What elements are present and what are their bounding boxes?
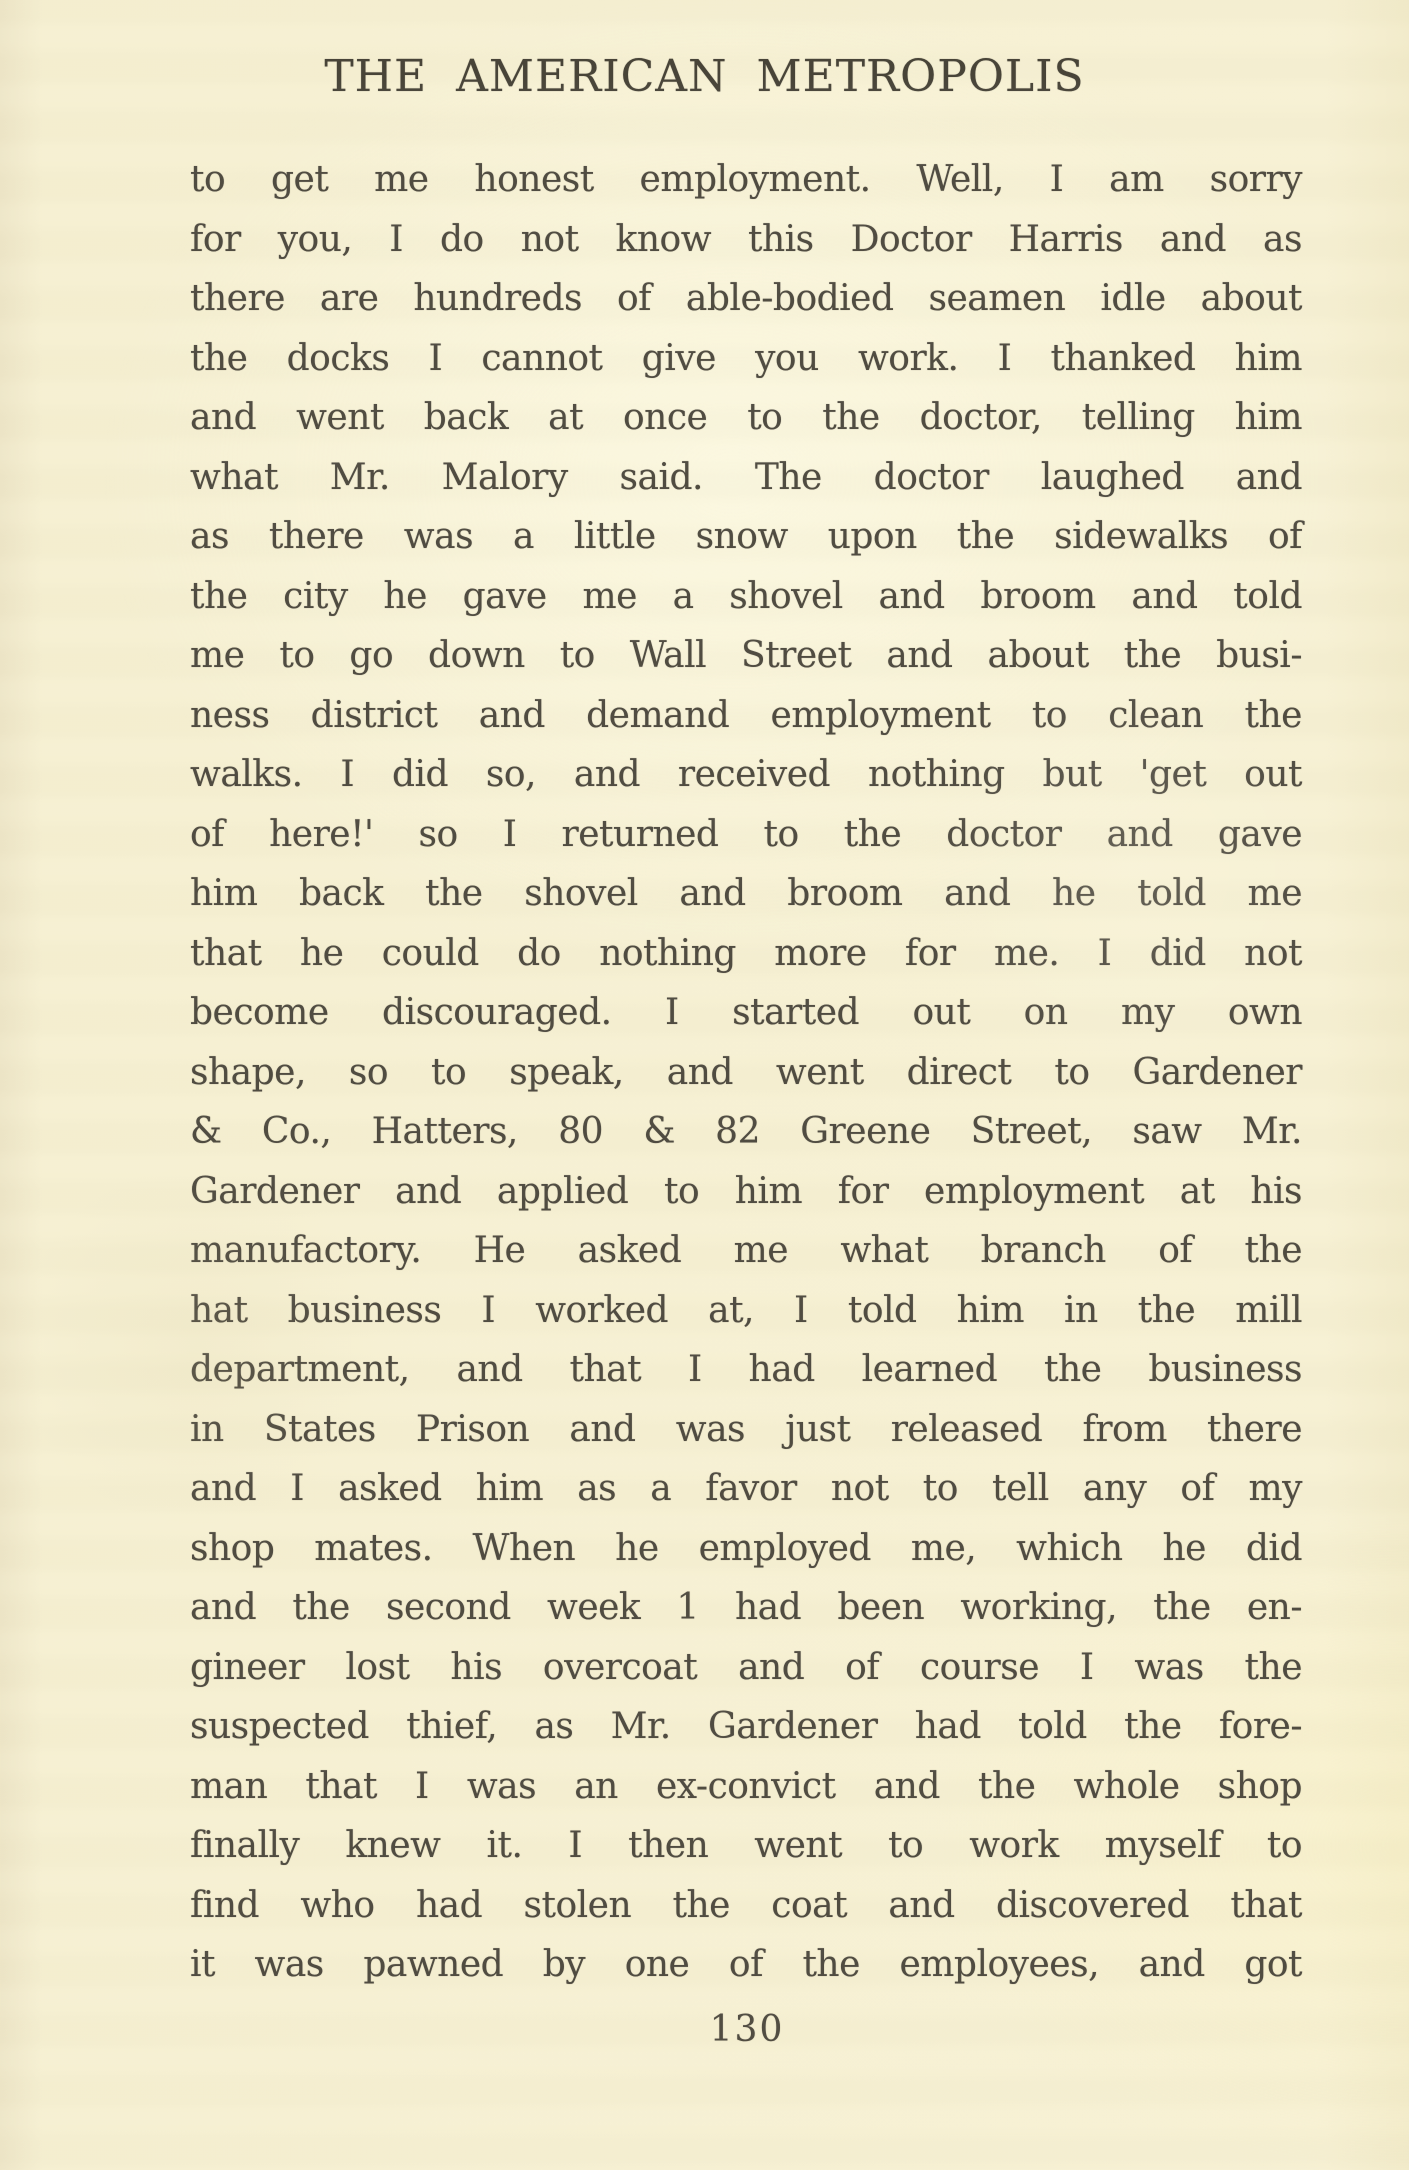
text-line: gineer lost his overcoat and of course I was the: [190, 1646, 1302, 1688]
text-line: shape, so to speak, and went direct to Gardener: [190, 1051, 1302, 1093]
text-line: and the second week 1 had been working, the en-: [190, 1587, 1302, 1628]
text-line: walks. I did so, and received nothing but 'get out: [190, 754, 1302, 795]
text-line: it was pawned by one of the employees, and got: [190, 1944, 1302, 1985]
text-line: man that I was an ex-convict and the whole shop: [190, 1765, 1302, 1807]
text-line: and I asked him as a favor not to tell any of my: [190, 1468, 1302, 1509]
text-line: of here!' so I returned to the doctor and gave: [190, 813, 1302, 855]
page-title: THE AMERICAN METROPOLIS: [324, 51, 1085, 102]
text-line: the city he gave me a shovel and broom and told: [190, 575, 1302, 617]
text-line: suspected thief, as Mr. Gardener had told the fore-: [190, 1706, 1302, 1747]
text-line: that he could do nothing more for me. I did not: [190, 932, 1302, 974]
text-line: shop mates. When he employed me, which he did: [190, 1527, 1302, 1569]
text-line: find who had stolen the coat and discovered that: [190, 1884, 1302, 1926]
text-line: for you, I do not know this Doctor Harris and as: [190, 218, 1302, 260]
text-line: manufactory. He asked me what branch of the: [190, 1230, 1302, 1271]
text-line: finally knew it. I then went to work myself to: [190, 1825, 1302, 1866]
text-line: what Mr. Malory said. The doctor laughed and: [190, 456, 1302, 498]
text-line: as there was a little snow upon the sidewalks of: [190, 516, 1302, 557]
text-line: there are hundreds of able-bodied seamen idle about: [190, 278, 1302, 319]
body-text: [190, 150, 1302, 1995]
text-line: department, and that I had learned the business: [190, 1349, 1302, 1390]
text-line: the docks I cannot give you work. I thanked him: [190, 337, 1302, 379]
page-number: 130: [709, 2009, 785, 2050]
text-line: become discouraged. I started out on my own: [190, 992, 1302, 1033]
text-line: me to go down to Wall Street and about the busi-: [190, 635, 1302, 676]
text-line: in States Prison and was just released from there: [190, 1408, 1302, 1450]
text-line: and went back at once to the doctor, telling him: [190, 397, 1302, 438]
text-line: to get me honest employment. Well, I am sorry: [190, 159, 1302, 200]
text-line: hat business I worked at, I told him in the mill: [190, 1289, 1302, 1331]
text-line: & Co., Hatters, 80 & 82 Greene Street, saw Mr.: [190, 1111, 1302, 1152]
text-line: ness district and demand employment to clean the: [190, 694, 1302, 736]
text-line: Gardener and applied to him for employment at his: [190, 1170, 1302, 1212]
text-line: him back the shovel and broom and he told me: [190, 873, 1302, 914]
